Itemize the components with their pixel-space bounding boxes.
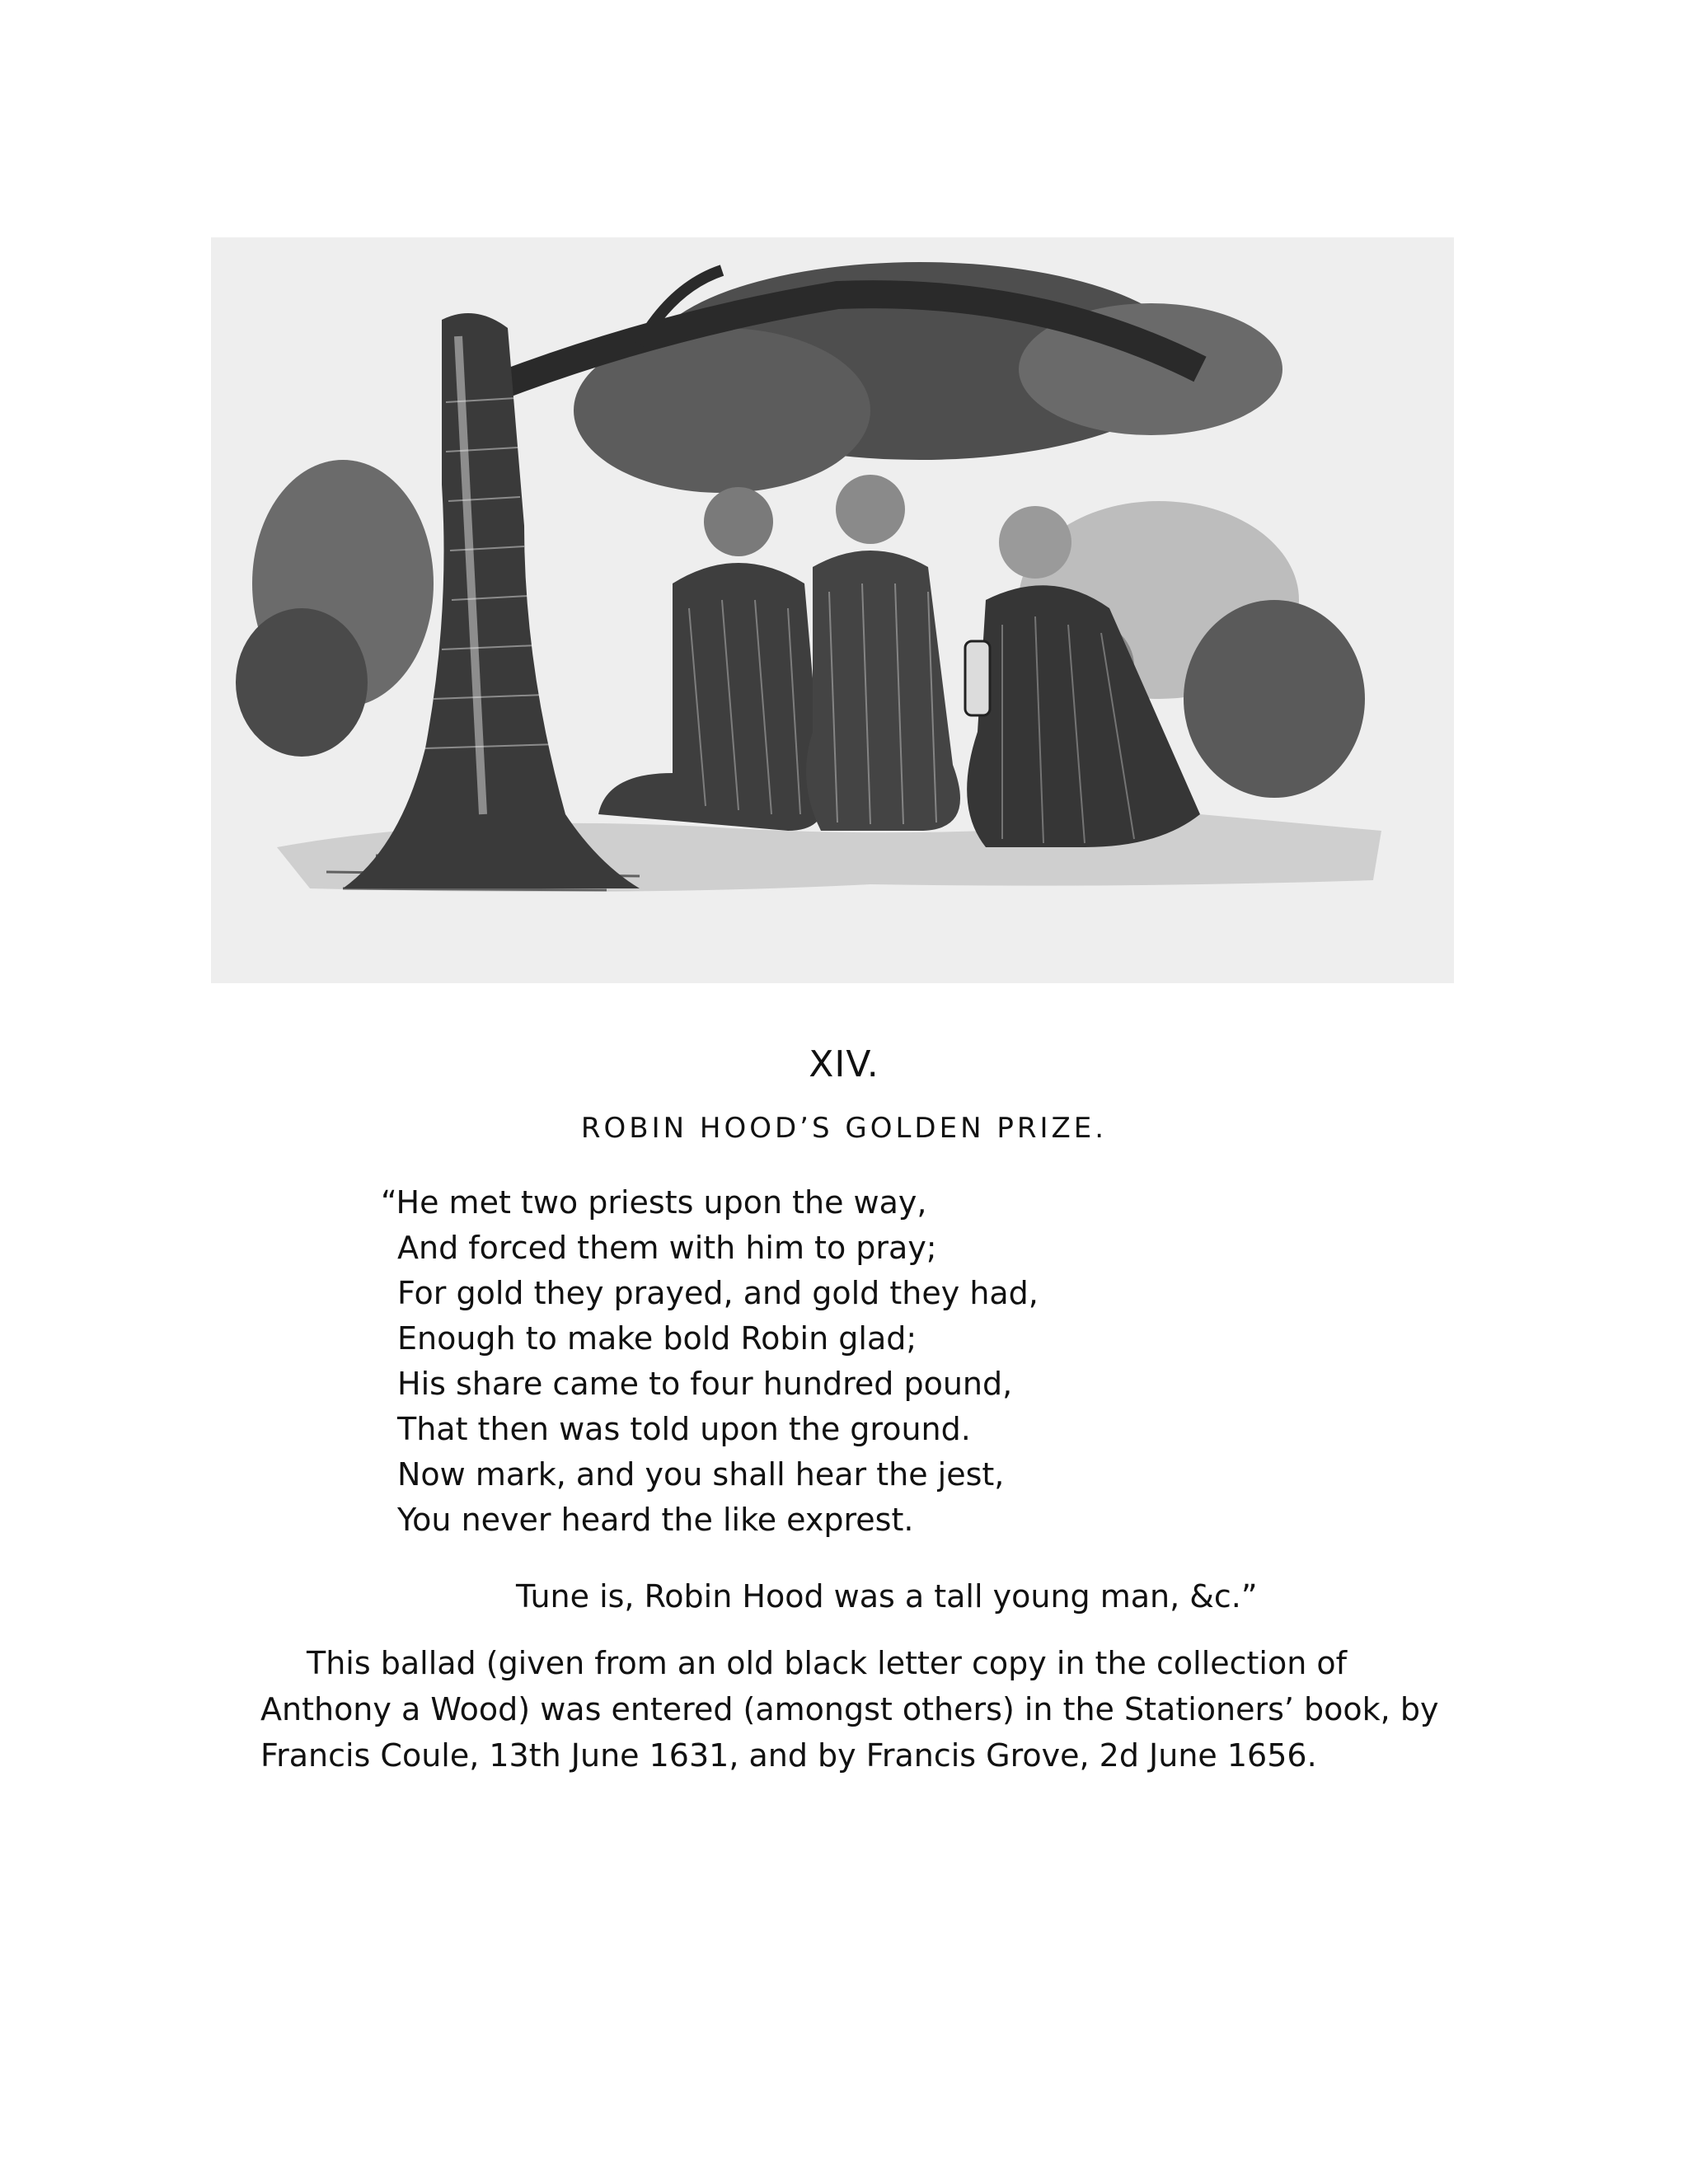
verse-line: For gold they prayed, and gold they had, — [397, 1275, 1039, 1311]
paragraph-line: Anthony a Wood) was entered (amongst others) in the Stationers’ book, by — [260, 1691, 1439, 1727]
ballad-title: ROBIN HOOD’S GOLDEN PRIZE. — [580, 1112, 1108, 1145]
verse-line: And forced them with him to pray; — [397, 1230, 937, 1266]
woodcut-illustration — [211, 237, 1454, 983]
verse-line: Now mark, and you shall hear the jest, — [397, 1456, 1005, 1493]
chapter-number: XIV. — [809, 1043, 879, 1085]
verse-line: That then was told upon the ground. — [397, 1411, 971, 1447]
verse-line: You never heard the like exprest. — [397, 1502, 914, 1538]
body-paragraph — [260, 1640, 1439, 1779]
verse-block — [381, 1180, 1039, 1543]
tune-line: Tune is, Robin Hood was a tall young man, &c.” — [516, 1578, 1258, 1615]
paragraph-line: This ballad (given from an old black letter copy in the collection of — [307, 1645, 1348, 1681]
verse-line: “He met two priests upon the way, — [381, 1184, 927, 1221]
verse-line: Enough to make bold Robin glad; — [397, 1320, 917, 1357]
paragraph-line: Francis Coule, 13th June 1631, and by Francis Grove, 2d June 1656. — [260, 1737, 1317, 1774]
verse-line: His share came to four hundred pound, — [397, 1366, 1013, 1402]
